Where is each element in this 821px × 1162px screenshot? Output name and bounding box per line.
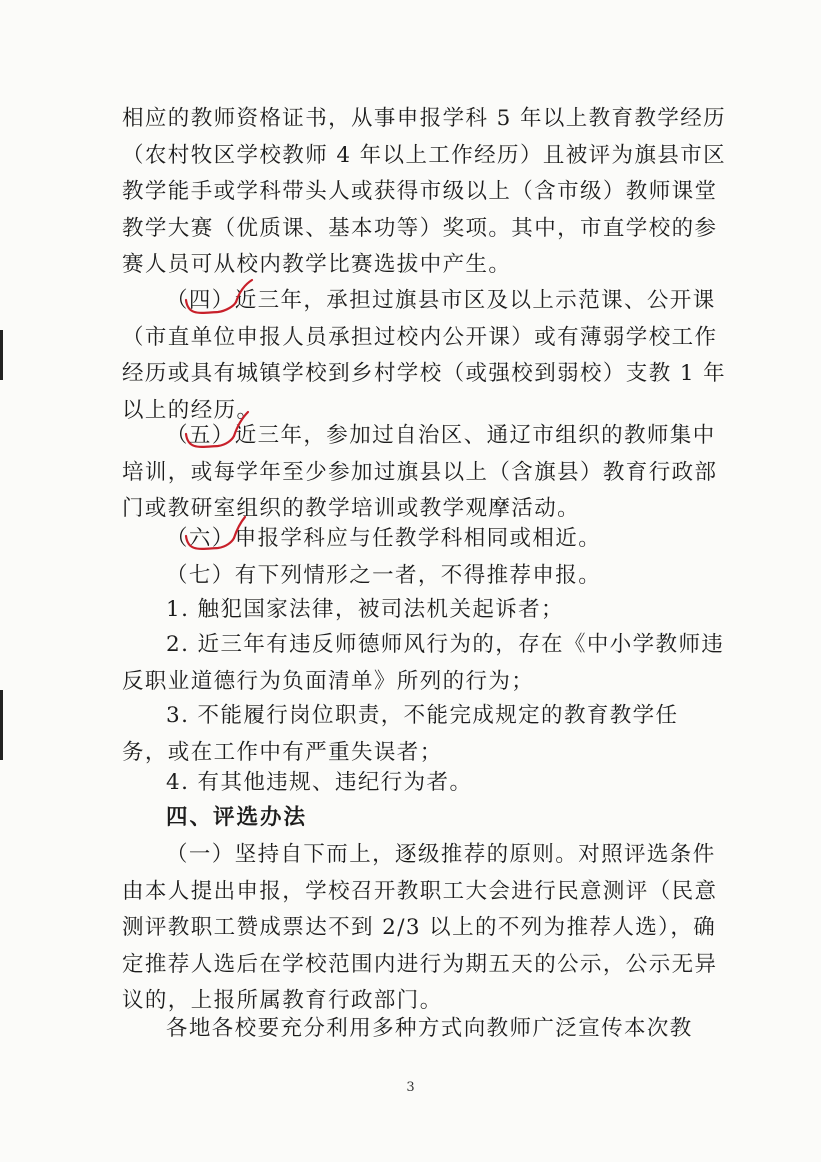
text-line: 反职业道德行为负面清单》所列的行为；	[122, 668, 535, 694]
text-line: （农村牧区学校教师 4 年以上工作经历）且被评为旗县市区	[122, 142, 727, 168]
page-number: 3	[406, 1080, 415, 1095]
text-line: （四）近三年，承担过旗县市区及以上示范课、公开课	[166, 288, 716, 313]
text-line: 各地各校要充分利用多种方式向教师广泛宣传本次教	[166, 1016, 693, 1041]
text-line: 由本人提出申报，学校召开教职工大会进行民意测评（民意	[122, 878, 718, 904]
handwritten-underline-mark	[186, 300, 236, 313]
handwritten-underline-mark	[186, 434, 234, 447]
text-line: 4. 有其他违规、违纪行为者。	[166, 770, 473, 795]
handwritten-check-mark	[234, 412, 248, 436]
text-line: 门或教研室组织的教学培训或教学观摩活动。	[122, 496, 581, 521]
text-line: 议的，上报所属教育行政部门。	[122, 988, 443, 1013]
text-line: 教学能手或学科带头人或获得市级以上（含市级）教师课堂	[122, 179, 718, 204]
text-line: 3. 不能履行岗位职责，不能完成规定的教育教学任	[166, 703, 679, 728]
text-line: 教学大赛（优质课、基本功等）奖项。其中，市直学校的参	[122, 215, 718, 241]
text-line: 相应的教师资格证书，从事申报学科 5 年以上教育教学经历	[122, 106, 727, 131]
handwritten-check-mark	[234, 517, 245, 538]
handwritten-underline-mark	[186, 536, 234, 549]
text-line: 培训，或每学年至少参加过旗县以上（含旗县）教育行政部	[122, 459, 718, 485]
text-line: 赛人员可从校内教学比赛选拔中产生。	[122, 252, 512, 277]
text-line: 务，或在工作中有严重失误者；	[122, 739, 443, 765]
text-line: 以上的经历。	[122, 397, 260, 423]
text-line: （市直单位申报人员承担过校内公开课）或有薄弱学校工作	[122, 324, 718, 350]
text-line: （一）坚持自下而上，逐级推荐的原则。对照评选条件	[166, 842, 716, 867]
heading-text: 四、评选办法	[166, 805, 308, 830]
text-line: 2. 近三年有违反师德师风行为的，存在《中小学教师违	[166, 632, 725, 657]
handwritten-check-mark	[236, 280, 252, 302]
text-line: （六）申报学科应与任教学科相同或相近。	[166, 526, 602, 551]
text-line: 测评教职工赞成票达不到 2/3 以上的不列为推荐人选），确	[122, 915, 717, 940]
text-line: 定推荐人选后在学校范围内进行为期五天的公示，公示无异	[122, 951, 718, 977]
text-line: 1. 触犯国家法律，被司法机关起诉者；	[166, 597, 564, 622]
text-line: 经历或具有城镇学校到乡村学校（或强校到弱校）支教 1 年	[122, 361, 727, 386]
text-line: （五）近三年，参加过自治区、通辽市组织的教师集中	[166, 423, 716, 448]
text-line: （七）有下列情形之一者，不得推荐申报。	[166, 563, 602, 588]
